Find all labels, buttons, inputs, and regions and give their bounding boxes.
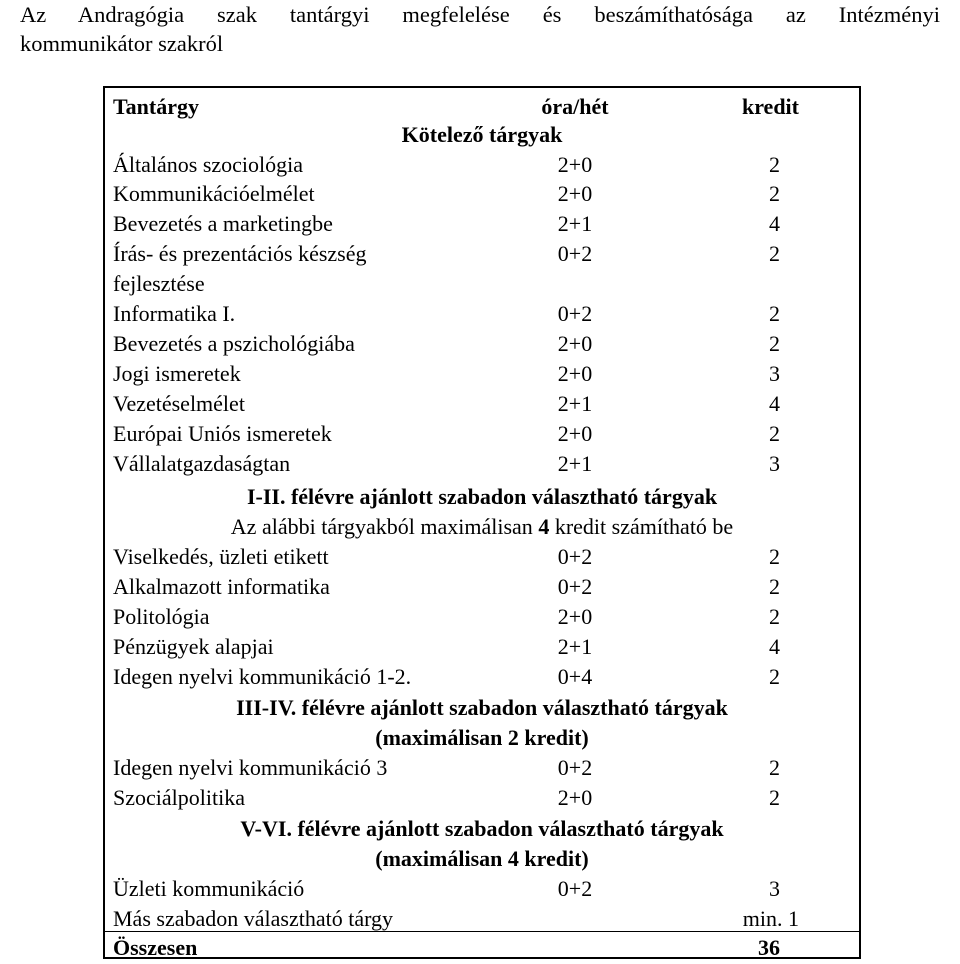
page-title — [20, 0, 940, 58]
hours-cell: 0+2 — [557, 544, 593, 569]
section-elective-1-label: I-II. félévre ajánlott szabadon választható tárgyak — [246, 484, 718, 509]
subject-cell: Bevezetés a pszichológiába — [113, 331, 355, 356]
credit-cell: 3 — [769, 361, 780, 386]
credit-cell: min. 1 — [742, 906, 799, 931]
credit-cell: 2 — [769, 241, 780, 266]
note-text-after: kredit számítható be — [549, 514, 734, 539]
credit-cell: 2 — [769, 152, 780, 177]
hours-cell: 0+2 — [557, 574, 593, 599]
hours-cell: 0+4 — [557, 664, 593, 689]
subject-cell: Idegen nyelvi kommunikáció 3 — [113, 755, 388, 780]
credit-cell: 2 — [769, 544, 780, 569]
credit-table — [103, 86, 861, 959]
hours-cell: 2+0 — [557, 361, 593, 386]
subject-cell: Viselkedés, üzleti etikett — [113, 544, 329, 569]
credit-cell: 4 — [769, 634, 780, 659]
page-title-line-1: Az Andragógia szak tantárgyi megfelelése és beszámíthatósága az Intézményi — [20, 2, 940, 27]
subject-cell: Alkalmazott informatika — [113, 574, 330, 599]
subject-cell: Szociálpolitika — [113, 785, 245, 810]
subject-cell: Üzleti kommunikáció — [113, 876, 305, 901]
credit-cell: 2 — [769, 785, 780, 810]
total-divider — [105, 931, 859, 932]
hours-cell: 0+2 — [557, 755, 593, 780]
hours-cell: 2+1 — [557, 391, 593, 416]
credit-cell: 4 — [769, 211, 780, 236]
header-hours: óra/hét — [541, 94, 609, 119]
credit-cell: 2 — [769, 604, 780, 629]
credit-cell: 3 — [769, 451, 780, 476]
subject-cell: Vállalatgazdaságtan — [113, 451, 291, 476]
section-elective-2-limit: (maximálisan 2 kredit) — [375, 725, 589, 750]
hours-cell: 0+2 — [557, 301, 593, 326]
section-elective-3-limit: (maximálisan 4 kredit) — [375, 846, 589, 871]
subject-cell: Kommunikációelmélet — [113, 181, 315, 206]
section-elective-1-note — [105, 512, 859, 541]
credit-cell: 2 — [769, 421, 780, 446]
subject-cell-line-2: fejlesztése — [113, 271, 205, 296]
subject-cell: Európai Uniós ismeretek — [113, 421, 332, 446]
subject-cell: Informatika I. — [113, 301, 236, 326]
subject-cell: Írás- és prezentációs készség — [113, 241, 367, 266]
credit-cell: 2 — [769, 755, 780, 780]
subject-cell: Politológia — [113, 604, 210, 629]
credit-cell: 2 — [769, 331, 780, 356]
hours-cell: 2+1 — [557, 634, 593, 659]
header-credit: kredit — [741, 94, 799, 119]
note-credit-number: 4 — [538, 514, 550, 539]
credit-cell: 2 — [769, 664, 780, 689]
subject-cell: Bevezetés a marketingbe — [113, 211, 333, 236]
hours-cell: 2+0 — [557, 331, 593, 356]
subject-cell: Vezetéselmélet — [113, 391, 245, 416]
subject-cell: Idegen nyelvi kommunikáció 1-2. — [113, 664, 412, 689]
hours-cell: 2+0 — [557, 604, 593, 629]
page-title-line-2: kommunikátor szakról — [20, 31, 224, 56]
total-credit: 36 — [758, 935, 780, 960]
hours-cell: 2+0 — [557, 785, 593, 810]
hours-cell: 2+0 — [557, 421, 593, 446]
subject-cell: Pénzügyek alapjai — [113, 634, 274, 659]
hours-cell: 2+0 — [557, 152, 593, 177]
subject-cell: Általános szociológia — [113, 152, 304, 177]
hours-cell: 0+2 — [557, 241, 593, 266]
hours-cell: 2+1 — [557, 211, 593, 236]
credit-cell: 2 — [769, 301, 780, 326]
section-elective-2-label: III-IV. félévre ajánlott szabadon választható tárgyak — [236, 695, 728, 720]
credit-cell: 3 — [769, 876, 780, 901]
subject-cell: Más szabadon választható tárgy — [113, 906, 394, 931]
hours-cell: 0+2 — [557, 876, 593, 901]
hours-cell: 2+1 — [557, 451, 593, 476]
credit-cell: 2 — [769, 181, 780, 206]
header-subject: Tantárgy — [113, 94, 199, 119]
section-mandatory-label: Kötelező tárgyak — [401, 122, 563, 147]
subject-cell: Jogi ismeretek — [113, 361, 241, 386]
section-elective-3-label: V-VI. félévre ajánlott szabadon választható tárgyak — [240, 816, 724, 841]
credit-cell: 2 — [769, 574, 780, 599]
credit-cell: 4 — [769, 391, 780, 416]
note-text-before: Az alábbi tárgyakból maximálisan — [230, 514, 539, 539]
hours-cell: 2+0 — [557, 181, 593, 206]
total-label: Összesen — [113, 935, 198, 960]
